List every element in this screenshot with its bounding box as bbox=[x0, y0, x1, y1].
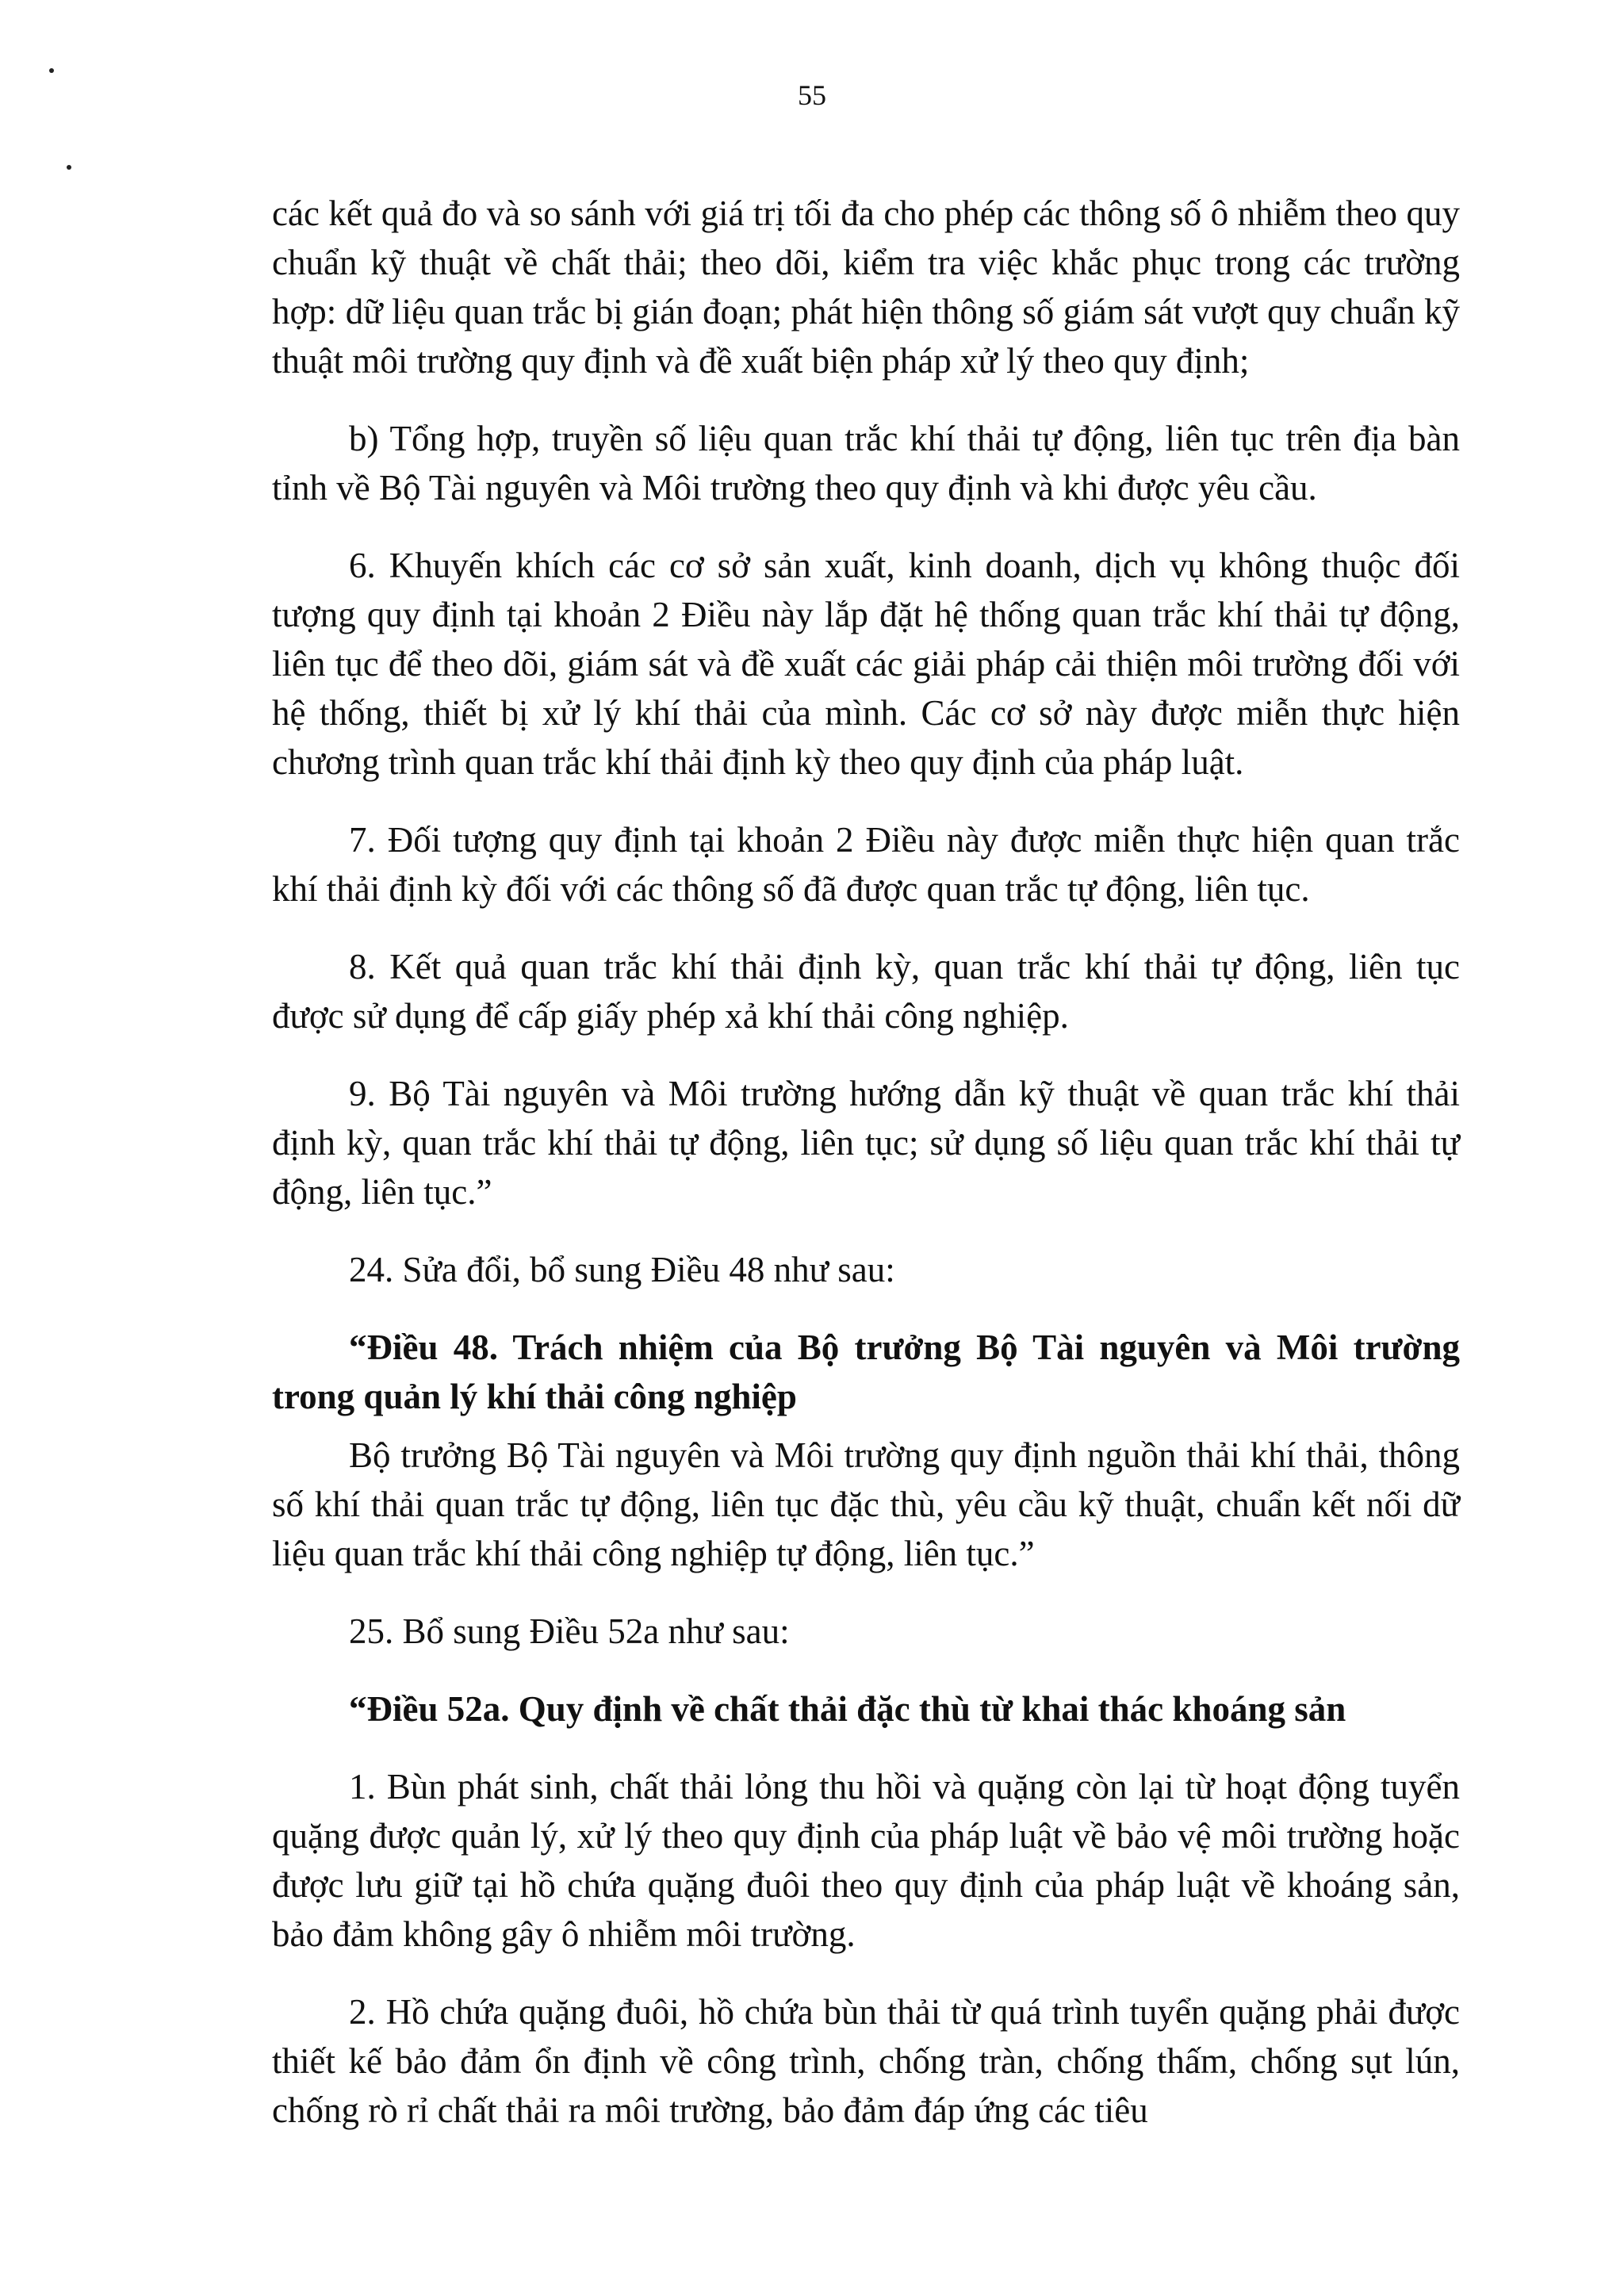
article-52a-clause-2-paragraph: 2. Hồ chứa quặng đuôi, hồ chứa bùn thải từ quá trình tuyển quặng phải được thiết kế bảo đảm ổn định về công trình, chống tràn, chống thấm, chống sụt lún, chống rò rỉ chất thải ra môi trường, bảo đảm đáp ứng các tiêu bbox=[272, 1992, 1460, 2130]
clause-9-paragraph: 9. Bộ Tài nguyên và Môi trường hướng dẫn kỹ thuật về quan trắc khí thải định kỳ, quan trắc khí thải tự động, liên tục; sử dụng số liệu quan trắc khí thải tự động, liên tục.” bbox=[272, 1074, 1460, 1212]
scan-speck bbox=[67, 165, 71, 170]
clause-8-paragraph: 8. Kết quả quan trắc khí thải định kỳ, quan trắc khí thải tự động, liên tục được sử dụng để cấp giấy phép xả khí thải công nghiệp. bbox=[272, 947, 1460, 1036]
item-25-paragraph: 25. Bổ sung Điều 52a như sau: bbox=[349, 1611, 790, 1651]
clause-7-paragraph: 7. Đối tượng quy định tại khoản 2 Điều này được miễn thực hiện quan trắc khí thải định kỳ đối với các thông số đã được quan trắc tự động, liên tục. bbox=[272, 820, 1460, 909]
page-number: 55 bbox=[798, 79, 826, 111]
article-48-body-paragraph: Bộ trưởng Bộ Tài nguyên và Môi trường quy định nguồn thải khí thải, thông số khí thải quan trắc tự động, liên tục đặc thù, yêu cầu kỹ thuật, chuẩn kết nối dữ liệu quan trắc khí thải công nghiệp tự động, liên tục.” bbox=[272, 1435, 1460, 1573]
clause-5b-paragraph: b) Tổng hợp, truyền số liệu quan trắc khí thải tự động, liên tục trên địa bàn tỉnh về Bộ Tài nguyên và Môi trường theo quy định và khi được yêu cầu. bbox=[272, 419, 1460, 508]
article-48-heading: “Điều 48. Trách nhiệm của Bộ trưởng Bộ Tài nguyên và Môi trường trong quản lý khí thải công nghiệp bbox=[272, 1328, 1460, 1416]
continuation-paragraph: các kết quả đo và so sánh với giá trị tối đa cho phép các thông số ô nhiễm theo quy chuẩn kỹ thuật về chất thải; theo dõi, kiểm tra việc khắc phục trong các trường hợp: dữ liệu quan trắc bị gián đoạn; phát hiện thông số giám sát vượt quy chuẩn kỹ thuật môi trường quy định và đề xuất biện pháp xử lý theo quy định; bbox=[272, 193, 1460, 381]
article-52a-heading: “Điều 52a. Quy định về chất thải đặc thù từ khai thác khoáng sản bbox=[349, 1689, 1346, 1729]
document-body bbox=[272, 189, 1460, 2163]
article-52a-clause-1-paragraph: 1. Bùn phát sinh, chất thải lỏng thu hồi và quặng còn lại từ hoạt động tuyển quặng được quản lý, xử lý theo quy định của pháp luật về bảo vệ môi trường hoặc được lưu giữ tại hồ chứa quặng đuôi theo quy định của pháp luật về khoáng sản, bảo đảm không gây ô nhiễm môi trường. bbox=[272, 1767, 1460, 1954]
scan-speck bbox=[49, 68, 54, 73]
clause-6-paragraph: 6. Khuyến khích các cơ sở sản xuất, kinh doanh, dịch vụ không thuộc đối tượng quy định tại khoản 2 Điều này lắp đặt hệ thống quan trắc khí thải tự động, liên tục để theo dõi, giám sát và đề xuất các giải pháp cải thiện môi trường đối với hệ thống, thiết bị xử lý khí thải của mình. Các cơ sở này được miễn thực hiện chương trình quan trắc khí thải định kỳ theo quy định của pháp luật. bbox=[272, 546, 1460, 782]
item-24-paragraph: 24. Sửa đổi, bổ sung Điều 48 như sau: bbox=[349, 1250, 895, 1289]
